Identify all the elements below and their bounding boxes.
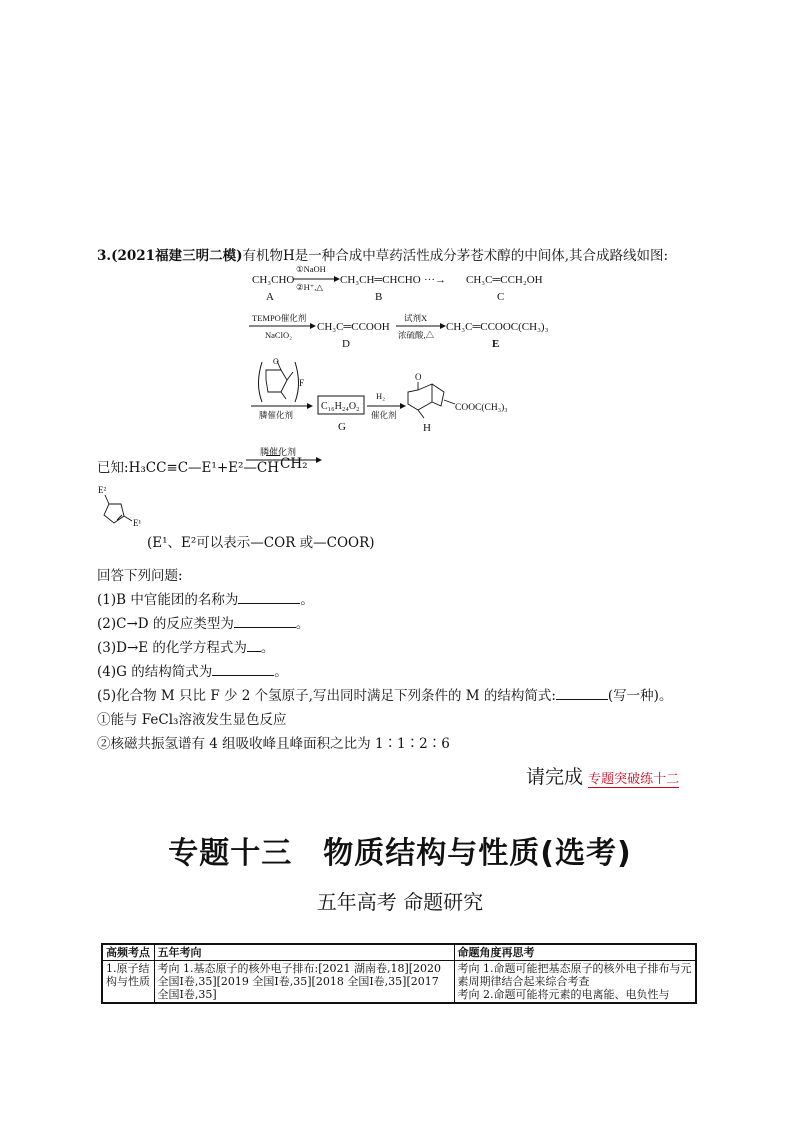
cyclopentene-structure: [88, 482, 168, 538]
cond4-bottom: 膦催化剂: [259, 410, 294, 420]
exam-analysis-table: [101, 943, 697, 1004]
cell-direction: 考向 1.基态原子的核外电子排布:[2021 湖南卷,18][2020 全国Ⅰ卷,35][2019 全国Ⅰ卷,35][2018 全国Ⅰ卷,35][2017 全国Ⅰ卷,35]: [154, 961, 454, 1004]
label-c: C: [497, 291, 505, 303]
section-title: 五年高考 命题研究: [316, 890, 484, 914]
known-note: (E¹、E²可以表示—COR 或—COOR): [147, 535, 375, 551]
dots-arrow: ···→: [424, 274, 446, 286]
compound-a: CH₃CHO: [252, 274, 295, 286]
item-5: (5)化合物 M 只比 F 少 2 个氢原子,写出同时满足下列条件的 M 的结构简式: (写一种)。: [97, 688, 673, 704]
cond5-bottom: 催化剂: [371, 410, 397, 420]
header-high-freq: 高频考点: [102, 944, 154, 961]
cond1-bottom: ②H⁺,△: [296, 282, 323, 292]
question-intro: 有机物H是一种合成中草药活性成分茅苍术醇的中间体,其合成路线如图:: [242, 248, 669, 264]
label-g: G: [338, 421, 346, 433]
known-cond: 膦催化剂: [260, 447, 297, 457]
complete-label: 请完成: [526, 766, 584, 788]
compound-c: CH₃C═CCH₂OH: [466, 274, 543, 286]
cond1-top: ①NaOH: [296, 264, 326, 274]
h-ring-five: [432, 384, 444, 406]
condition-1: ①能与 FeCl₃溶液发生显色反应: [97, 712, 287, 728]
label-a: A: [266, 291, 274, 303]
item-2: (2)C→D 的反应类型为 。: [97, 616, 310, 632]
h-oxygen: O: [415, 372, 422, 382]
label-f: F: [299, 378, 305, 388]
double-bond-mark: [266, 455, 280, 456]
cond3-top: 试剂X: [404, 313, 428, 323]
label-e: E: [492, 338, 500, 350]
svg-text:O: O: [273, 357, 279, 366]
known-prefix: 已知:: [97, 460, 129, 476]
item-3: (3)D→E 的化学方程式为 。: [97, 640, 275, 656]
complete-line: [526, 762, 679, 789]
answer-blank-2[interactable]: [234, 615, 296, 628]
answer-blank-1[interactable]: [238, 591, 300, 604]
known-right: CH₂: [280, 456, 308, 472]
cond3-bottom: 浓硫酸,△: [398, 330, 435, 340]
header-angle: 命题角度再思考: [454, 944, 696, 961]
table-row: [102, 961, 696, 1004]
bracket-right: [295, 362, 299, 402]
item-1: (1)B 中官能团的名称为 。: [97, 592, 314, 608]
known-e2: E²: [98, 485, 107, 495]
cond2-top: TEMPO催化剂: [252, 313, 307, 323]
answer-blank-4[interactable]: [212, 663, 274, 676]
cell-angle: 考向 1.命题可能把基态原子的核外电子排布与元素周期律结合起来综合考查 考向 2.命题可能将元素的电离能、电负性与: [454, 961, 696, 1004]
answer-intro: 回答下列问题:: [97, 568, 183, 584]
cond2-bottom: NaClO₂: [265, 330, 293, 340]
known-e1: E¹: [133, 518, 142, 528]
chapter-title: 专题十三 物质结构与性质(选考): [168, 836, 632, 871]
answer-blank-3[interactable]: [247, 639, 261, 652]
bracket-left: [259, 362, 263, 402]
label-h: H: [423, 422, 431, 434]
compound-e: CH₃C═CCOOC(CH₃)₃: [446, 321, 549, 333]
header-direction: 五年考向: [154, 944, 454, 961]
known-left: H₃CC≡C—E¹+E²—CH: [128, 460, 279, 476]
table-header-row: [102, 944, 696, 961]
answer-blank-5[interactable]: [556, 687, 608, 700]
cond5-top: H₂: [376, 391, 386, 401]
question-source: .(2021福建三明二模): [106, 248, 243, 264]
condition-2: ②核磁共振氢谱有 4 组吸收峰且峰面积之比为 1∶1∶2∶6: [97, 736, 450, 752]
h-substituent: COOC(CH₃)₃: [455, 403, 508, 413]
question-number: 3: [97, 248, 107, 264]
complete-link[interactable]: 专题突破练十二: [588, 772, 680, 787]
cell-point: 1.原子结构与性质: [102, 961, 154, 1004]
label-b: B: [375, 291, 383, 303]
h-ring-six: [408, 384, 432, 410]
compound-d: CH₃C═CCOOH: [317, 321, 390, 333]
compound-b: CH₃CH═CHCHO: [340, 274, 421, 286]
label-d: D: [342, 338, 350, 350]
item-4: (4)G 的结构简式为 。: [97, 664, 288, 680]
known-line: [97, 456, 279, 476]
synthesis-scheme: [0, 255, 800, 465]
f-ring: [266, 370, 287, 392]
compound-g: C₁₆H₂₄O₂: [321, 401, 360, 412]
